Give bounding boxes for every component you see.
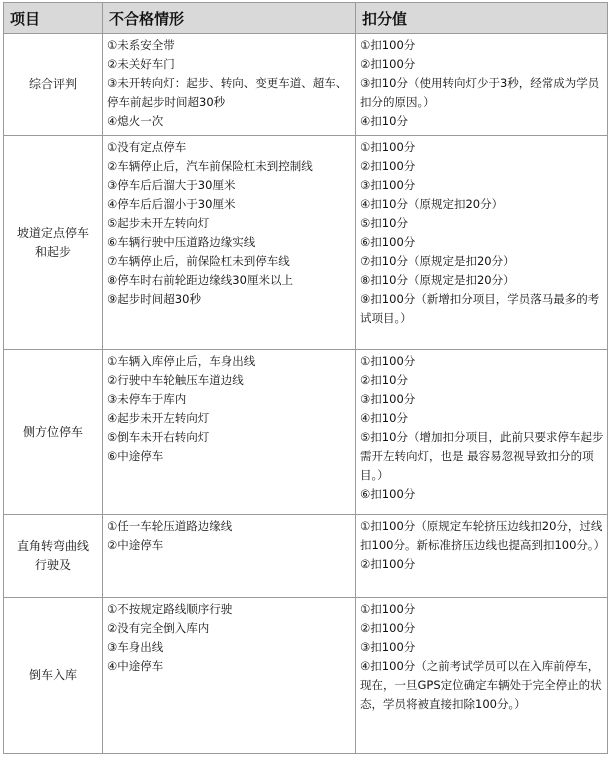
condition-item: ⑥车辆行驶中压道路边缘实线 <box>107 235 256 249</box>
section-row <box>4 34 608 136</box>
deduction-table <box>3 2 608 754</box>
deduction-item: ③扣10分（使用转向灯少于3秒，经常成为学员扣分的原因。） <box>360 76 600 109</box>
condition-cell <box>103 598 356 754</box>
deduction-cell <box>356 515 608 598</box>
condition-item: ④中途停车 <box>107 659 164 673</box>
deduction-item: ③扣100分 <box>360 640 416 654</box>
section-category: 综合评判 <box>4 34 103 136</box>
deduction-item: ②扣10分 <box>360 373 408 387</box>
condition-item: ③车身出线 <box>107 640 164 654</box>
condition-item: ①没有定点停车 <box>107 140 187 154</box>
condition-cell <box>103 515 356 598</box>
condition-item: ⑤起步未开左转向灯 <box>107 216 210 230</box>
header-project: 项目 <box>4 3 103 34</box>
deduction-item: ⑤扣10分 <box>360 216 408 230</box>
condition-item: ②未关好车门 <box>107 57 175 71</box>
deduction-item: ②扣100分 <box>360 621 416 635</box>
condition-item: ⑧停车时右前轮距边缘线30厘米以上 <box>107 273 293 287</box>
condition-item: ②行驶中车轮触压车道边线 <box>107 373 244 387</box>
condition-item: ④熄火一次 <box>107 114 164 128</box>
section-category: 倒车入库 <box>4 598 103 754</box>
section-category: 侧方位停车 <box>4 350 103 515</box>
deduction-cell <box>356 136 608 350</box>
condition-cell <box>103 350 356 515</box>
condition-item: ⑤倒车未开右转向灯 <box>107 430 210 444</box>
section-category: 直角转弯曲线行驶及 <box>4 515 103 598</box>
condition-item: ④起步未开左转向灯 <box>107 411 210 425</box>
deduction-cell <box>356 598 608 754</box>
deduction-item: ④扣10分（原规定扣20分） <box>360 197 504 211</box>
deduction-item: ⑥扣100分 <box>360 235 416 249</box>
deduction-item: ⑤扣10分（增加扣分项目，此前只要求停车起步需开左转向灯，也是 最容易忽视导致扣分的项目。） <box>360 430 604 482</box>
condition-item: ④停车后后溜小于30厘米 <box>107 197 236 211</box>
deduction-item: ①扣100分 <box>360 140 416 154</box>
condition-item: ⑨起步时间超30秒 <box>107 292 201 306</box>
section-row <box>4 136 608 350</box>
deduction-item: ③扣100分 <box>360 178 416 192</box>
condition-item: ②没有完全倒入库内 <box>107 621 210 635</box>
deduction-item: ④扣10分 <box>360 411 408 425</box>
condition-item: ①未系安全带 <box>107 38 175 52</box>
deduction-item: ①扣100分 <box>360 602 416 616</box>
condition-item: ⑥中途停车 <box>107 449 164 463</box>
condition-item: ③未开转向灯：起步、转向、变更车道、超车、停车前起步时间超30秒 <box>107 76 348 109</box>
deduction-item: ④扣10分 <box>360 114 408 128</box>
condition-item: ③未停车于库内 <box>107 392 187 406</box>
deduction-item: ⑦扣10分（原规定是扣20分） <box>360 254 515 268</box>
deduction-item: ②扣100分 <box>360 57 416 71</box>
condition-item: ③停车后后溜大于30厘米 <box>107 178 236 192</box>
section-row <box>4 350 608 515</box>
section-row <box>4 598 608 754</box>
condition-item: ②车辆停止后，汽车前保险杠未到控制线 <box>107 159 313 173</box>
header-condition: 不合格情形 <box>103 3 356 34</box>
condition-item: ②中途停车 <box>107 538 164 552</box>
section-row <box>4 515 608 598</box>
section-category: 坡道定点停车和起步 <box>4 136 103 350</box>
deduction-cell <box>356 350 608 515</box>
deduction-item: ①扣100分 <box>360 38 416 52</box>
deduction-item: ⑨扣100分（新增扣分项目，学员落马最多的考试项目。） <box>360 292 600 325</box>
header-row <box>4 3 608 34</box>
deduction-cell <box>356 34 608 136</box>
deduction-item: ⑧扣10分（原规定是扣20分） <box>360 273 515 287</box>
condition-cell <box>103 136 356 350</box>
condition-item: ①车辆入库停止后，车身出线 <box>107 354 256 368</box>
deduction-item: ④扣100分（之前考试学员可以在入库前停车，现在，一旦GPS定位确定车辆处于完全停止的状态，学员将被直接扣除100分。） <box>360 659 602 711</box>
condition-cell <box>103 34 356 136</box>
deduction-item: ②扣100分 <box>360 159 416 173</box>
condition-item: ①任一车轮压道路边缘线 <box>107 519 233 533</box>
condition-item: ①不按规定路线顺序行驶 <box>107 602 233 616</box>
deduction-item: ①扣100分 <box>360 354 416 368</box>
condition-item: ⑦车辆停止后，前保险杠未到停车线 <box>107 254 290 268</box>
deduction-item: ①扣100分（原规定车轮挤压边线扣20分，过线扣100分。新标准挤压边线也提高到扣100分。） <box>360 519 606 552</box>
deduction-item: ③扣100分 <box>360 392 416 406</box>
header-deduction: 扣分值 <box>356 3 608 34</box>
deduction-item: ②扣100分 <box>360 557 416 571</box>
deduction-item: ⑥扣100分 <box>360 487 416 501</box>
